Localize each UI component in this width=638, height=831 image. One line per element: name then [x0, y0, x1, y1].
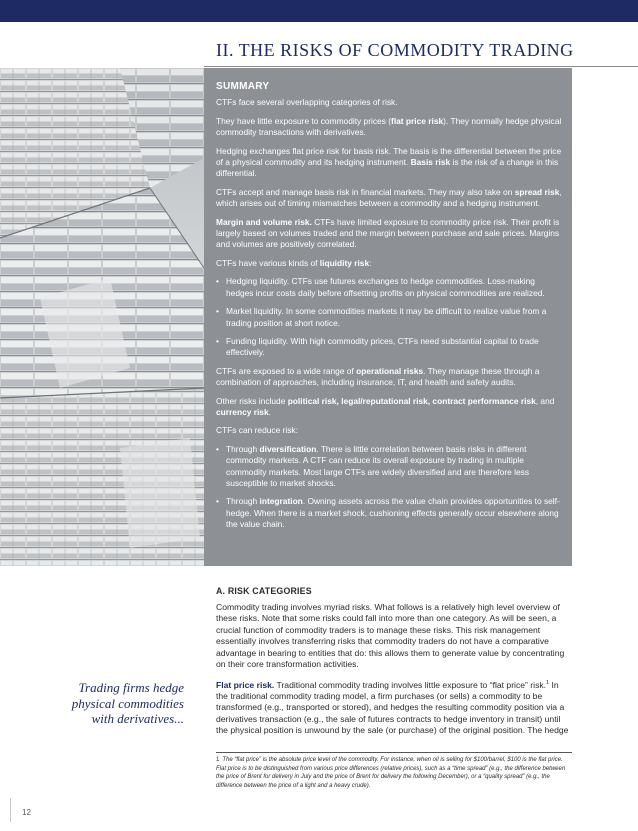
summary-bullet: • Funding liquidity. With high commodity prices, CTFs need substantial capital to trade effectively.	[216, 336, 562, 359]
summary-paragraph: Margin and volume risk. CTFs have limited exposure to commodity price risk. Their profit is largely based on volumes traded and the margin between purchase and sale prices. Margins and volumes are positively correlated.	[216, 216, 560, 250]
summary-bullet: • Through diversification. There is little correlation between basis risks in different commodity markets. A CTF can reduce its overall exposure by trading in multiple commodity markets. Most large CTFs are widely diversified and are therefore less susceptible to market shocks.	[216, 444, 562, 490]
summary-paragraph: CTFs face several overlapping categories of risk.	[216, 97, 398, 108]
summary-paragraph: They have little exposure to commodity prices (flat price risk). They normally hedge physical commodity transactions with derivatives.	[216, 115, 562, 138]
summary-paragraph: CTFs accept and manage basis risk in financial markets. They may also take on spread risk, which arises out of timing mismatches between a commodity and a hedging instrument.	[216, 186, 562, 209]
footnote	[216, 756, 572, 790]
section-heading: II. THE RISKS OF COMMODITY TRADING	[216, 40, 574, 60]
body-paragraph: Flat price risk. Traditional commodity trading involves little exposure to “flat price” risk.$^1$ In the traditional commodity trading model, a firm purchases (or sells) a commodity to be transformed (e.g., transported or stored), and hedges the resulting commodity position via a derivatives transaction (e.g., the sale of futures contracts to hedge inventory in transit) until the physical position is unwound by the sale (or purchase) of the original position. The hedge	[216, 679, 569, 736]
page-number: 12	[22, 808, 31, 817]
footnote-divider	[216, 752, 572, 753]
summary-paragraph: Hedging exchanges flat price risk for basis risk. The basis is the differential between the price of a physical commodity and its hedging instrument. Basis risk is the risk of a change in this differential.	[216, 145, 562, 179]
summary-paragraph: Other risks include political risk, legal/reputational risk, contract performance risk, and currency risk.	[216, 395, 555, 417]
main-text	[216, 586, 572, 744]
summary-title: SUMMARY	[216, 81, 270, 92]
summary-bullet: • Hedging liquidity. CTFs use futures exchanges to hedge commodities. Loss-making hedges incur costs daily before offsetting profits on physical commodities are realized.	[216, 276, 562, 299]
summary-bullet: • Through integration. Owning assets across the value chain provides opportunities to self-hedge. When there is a market shock, cushioning effects generally occur elsewhere along the value chain.	[216, 496, 562, 530]
summary-box	[204, 68, 572, 566]
body-paragraph: Commodity trading involves myriad risks. What follows is a relatively high level overview of these risks. Note that some risks could fall into more than one category. As will be seen, a crucial function of commodity traders is to manage these risks. This risk management essentially involves transferring risks that commodity traders do not have a comparative advantage in bearing to entities that do: this allows them to generate value by concentrating on their core transformation activities.	[216, 601, 565, 669]
pull-quote: Trading firms hedge physical commodities with derivatives...	[71, 680, 184, 726]
summary-paragraph: CTFs have various kinds of liquidity risk:	[216, 257, 372, 268]
ingot-stacks-photo	[0, 68, 204, 566]
summary-paragraph: CTFs can reduce risk:	[216, 425, 298, 436]
summary-paragraph: CTFs are exposed to a wide range of operational risks. They manage these through a combination of approaches, including insurance, IT, and health and safety audits.	[216, 365, 540, 388]
summary-bullet: • Market liquidity. In some commodities markets it may be difficult to realize value from a trading position at short notice.	[216, 306, 562, 329]
subsection-title: A. RISK CATEGORIES	[216, 586, 312, 596]
footnote-ref[interactable]: 1	[546, 679, 550, 686]
top-banner	[0, 0, 638, 22]
heading-divider	[204, 66, 638, 67]
page-number-rule	[10, 798, 11, 822]
footnote-number: 1	[216, 757, 220, 763]
footnote-text: The “flat price” is the absolute price level of the commodity. For instance, when oil is selling for $100/barrel, $100 is the flat price. Flat price is to be distinguished from various price differences (relative prices), such as a “time spread” (e.g., the difference between the price of Brent for delivery in July and the price of Brent for delivery the following December), or a “quality spread” (e.g., the difference between the price of a light and a heavy crude).	[216, 757, 566, 789]
